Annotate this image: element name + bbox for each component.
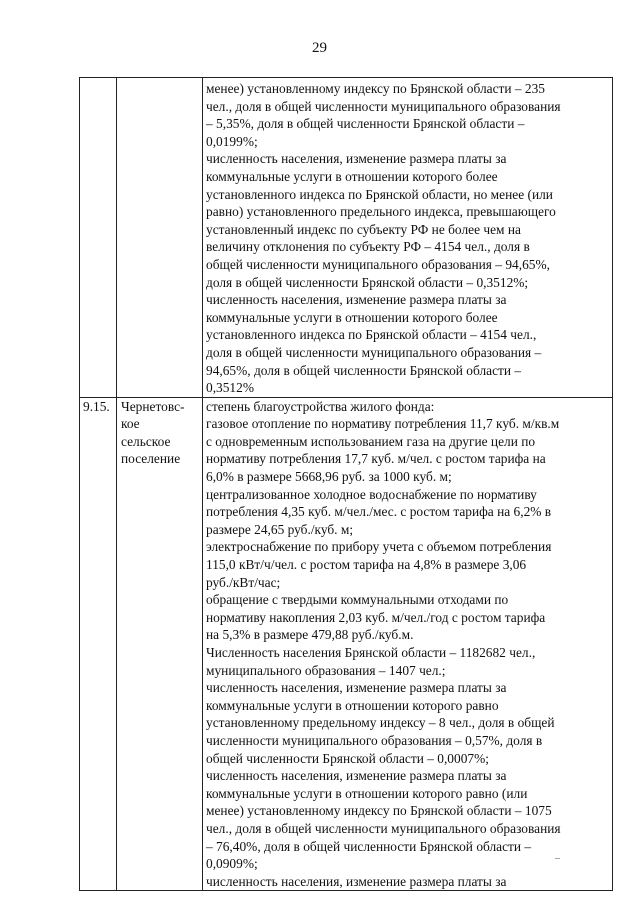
tariff-table: [79, 77, 613, 891]
text-line: коммунальные услуги в отношении которого равно (или: [206, 785, 528, 801]
text-line: 94,65%, доля в общей численности Брянской области –: [206, 362, 522, 378]
text-line: чел., доля в общей численности муниципального образования: [206, 98, 561, 114]
text-line: 0,0199%;: [206, 133, 258, 149]
row-number-cell: 9.15.: [80, 397, 117, 891]
text-line: – 76,40%, доля в общей численности Брянской области –: [206, 838, 532, 854]
text-line: величину отклонения по субъекту РФ – 4154 чел., доля в: [206, 239, 530, 255]
text-line: чел., доля в общей численности муниципального образования: [206, 820, 561, 836]
text-line: нормативу накопления 2,03 куб. м/чел./год с ростом тарифа: [206, 609, 546, 625]
name-line: поселение: [121, 451, 181, 467]
text-line: размере 24,65 руб./куб. м;: [206, 521, 354, 537]
text-line: централизованное холодное водоснабжение по нормативу: [206, 486, 537, 502]
text-line: численность населения, изменение размера платы за: [206, 768, 507, 784]
text-line: численность населения, изменение размера платы за: [206, 292, 507, 308]
text-line: установленному предельному индексу – 8 чел., доля в общей: [206, 715, 555, 731]
municipality-name-cell: [117, 78, 203, 398]
text-line: нормативу потребления 17,7 куб. м/чел. с ростом тарифа на: [206, 451, 546, 467]
text-line: 0,0909%;: [206, 856, 258, 872]
text-line: коммунальные услуги в отношении которого более: [206, 168, 498, 184]
text-line: руб./кВт/час;: [206, 574, 281, 590]
row-number-cell: [80, 78, 117, 398]
text-line: численности муниципального образования – 0,57%, доля в: [206, 732, 543, 748]
text-line: 0,3512%: [206, 380, 254, 396]
text-line: установленный индекс по субъекту РФ не более чем на: [206, 221, 521, 237]
text-line: доля в общей численности муниципального образования –: [206, 344, 542, 360]
text-line: 6,0% в размере 5668,96 руб. за 1000 куб. м;: [206, 469, 452, 485]
municipality-name-cell: [117, 397, 203, 891]
text-line: менее) установленному индексу по Брянской области – 1075: [206, 803, 552, 819]
scan-mark: –: [555, 853, 560, 864]
table-row: [80, 397, 613, 891]
table-row: [80, 78, 613, 398]
text-line: численность населения, изменение размера платы за: [206, 680, 507, 696]
description-cell: [203, 397, 613, 891]
text-line: доля в общей численности Брянской области – 0,3512%;: [206, 274, 529, 290]
description-cell: [203, 78, 613, 398]
text-line: равно) установленного предельного индекса, превышающего: [206, 204, 556, 220]
text-line: на 5,3% в размере 479,88 руб./куб.м.: [206, 627, 414, 643]
text-line: обращение с твердыми коммунальными отходами по: [206, 592, 509, 608]
text-line: установленного индекса по Брянской области – 4154 чел.,: [206, 327, 537, 343]
text-line: установленного индекса по Брянской области, но менее (или: [206, 186, 553, 202]
text-line: – 5,35%, доля в общей численности Брянской области –: [206, 116, 525, 132]
text-line: менее) установленному индексу по Брянской области – 235: [206, 81, 546, 96]
text-line: коммунальные услуги в отношении которого более: [206, 309, 498, 325]
text-line: муниципального образования – 1407 чел.;: [206, 662, 446, 678]
text-line: газовое отопление по нормативу потребления 11,7 куб. м/кв.м: [206, 416, 560, 432]
text-line: Численность населения Брянской области – 1182682 чел.,: [206, 645, 536, 660]
text-line: численность населения, изменение размера платы за: [206, 151, 507, 167]
text-line: с одновременным использованием газа на другие цели по: [206, 433, 536, 449]
text-line: 115,0 кВт/ч/чел. с ростом тарифа на 4,8% в размере 3,06: [206, 557, 527, 573]
name-line: Чернетовс-: [121, 398, 185, 414]
text-line: общей численности муниципального образования – 94,65%,: [206, 256, 550, 272]
name-line: сельское: [121, 433, 171, 449]
text-line: электроснабжение по прибору учета с объемом потребления: [206, 539, 552, 555]
text-line: потребления 4,35 куб. м/чел./мес. с ростом тарифа на 6,2% в: [206, 504, 552, 520]
name-line: кое: [121, 416, 140, 432]
text-line: степень благоустройства жилого фонда:: [206, 398, 435, 414]
text-line: коммунальные услуги в отношении которого равно: [206, 697, 499, 713]
text-line: численность населения, изменение размера платы за: [206, 873, 507, 889]
text-line: общей численности Брянской области – 0,0007%;: [206, 750, 489, 766]
page-number: 29: [312, 40, 327, 56]
